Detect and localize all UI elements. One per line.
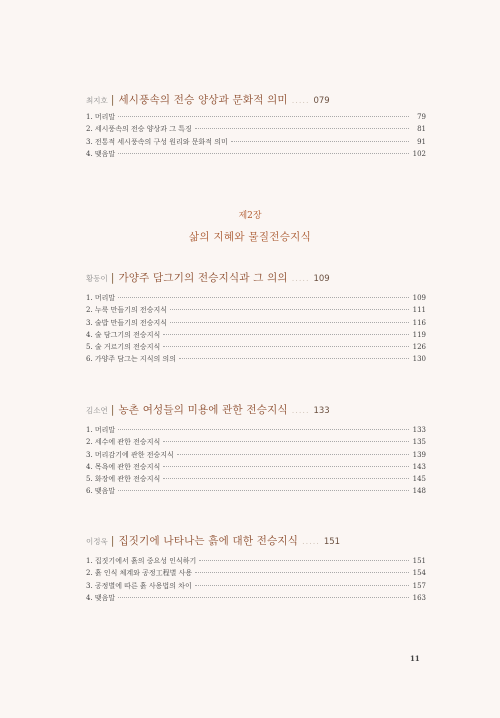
section-page: 111 xyxy=(412,306,426,315)
header-divider: | xyxy=(110,271,115,284)
dot-leader xyxy=(163,466,409,467)
section-list xyxy=(86,424,426,498)
article-author: 이정욱 xyxy=(86,537,108,546)
section-page: 148 xyxy=(412,487,426,496)
section-page: 163 xyxy=(412,593,426,602)
section-page: 81 xyxy=(417,125,426,134)
dot-leader xyxy=(163,334,409,335)
article-header xyxy=(86,92,426,107)
section-label: 6. 가양주 담그는 지식의 의의 xyxy=(86,355,176,364)
article-page: 079 xyxy=(313,96,330,106)
section-page: 139 xyxy=(412,450,426,459)
title-leader: ..... xyxy=(291,406,310,415)
section-page: 151 xyxy=(412,557,426,565)
dot-leader xyxy=(195,585,409,586)
article-title[interactable]: 농촌 여성들의 미용에 관한 전승지식 xyxy=(118,404,288,416)
dot-leader xyxy=(170,309,409,310)
section-label: 1. 집짓기에서 흙의 중요성 인식하기 xyxy=(86,557,197,565)
title-leader: ..... xyxy=(302,537,320,546)
dot-leader xyxy=(118,153,409,154)
section-label: 4. 맺음말 xyxy=(86,593,116,602)
section-label: 4. 목욕에 관한 전승지식 xyxy=(86,462,161,471)
section-page: 116 xyxy=(412,318,426,327)
section-page: 102 xyxy=(412,149,426,158)
section-label: 6. 맺음말 xyxy=(86,487,116,496)
article-author: 최지호 xyxy=(86,96,108,105)
section-row[interactable] xyxy=(86,317,426,329)
chapter-title: 삶의 지혜와 물질전승지식 xyxy=(188,231,312,243)
header-divider: | xyxy=(110,403,115,416)
section-page: 157 xyxy=(412,581,426,590)
section-list xyxy=(86,555,426,604)
section-row[interactable] xyxy=(86,436,426,448)
dot-leader xyxy=(163,478,409,479)
title-leader: ..... xyxy=(291,96,310,105)
section-label: 3. 전통적 세시풍속의 구성 원리와 문화적 의미 xyxy=(86,137,228,146)
article-entry xyxy=(86,270,426,364)
section-row[interactable] xyxy=(86,592,426,604)
section-page: 154 xyxy=(412,569,426,578)
header-divider: | xyxy=(110,93,115,106)
section-page: 130 xyxy=(412,355,426,364)
dot-leader xyxy=(118,429,409,430)
dot-leader xyxy=(118,297,409,298)
page-number: 11 xyxy=(410,654,420,663)
section-label: 2. 세수에 관한 전승지식 xyxy=(86,438,161,447)
section-page: 133 xyxy=(412,426,426,434)
section-row[interactable] xyxy=(86,461,426,473)
section-label: 2. 세시풍속의 전승 양상과 그 특징 xyxy=(86,125,192,134)
section-row[interactable] xyxy=(86,473,426,485)
article-title[interactable]: 집짓기에 나타나는 흙에 대한 전승지식 xyxy=(118,535,299,547)
section-label: 3. 술밥 만들기의 전승지식 xyxy=(86,318,167,327)
dot-leader xyxy=(195,128,409,129)
dot-leader xyxy=(118,490,409,491)
article-page: 133 xyxy=(313,406,330,416)
section-label: 5. 화장에 관한 전승지식 xyxy=(86,475,161,484)
section-page: 119 xyxy=(412,330,426,339)
section-row[interactable] xyxy=(86,555,426,567)
dot-leader xyxy=(179,358,409,359)
article-header xyxy=(86,533,426,548)
dot-leader xyxy=(199,560,409,561)
section-row[interactable] xyxy=(86,329,426,341)
section-label: 2. 누룩 만들기의 전승지식 xyxy=(86,306,167,315)
section-row[interactable] xyxy=(86,341,426,353)
section-page: 109 xyxy=(412,294,426,302)
section-page: 79 xyxy=(417,113,426,121)
section-row[interactable] xyxy=(86,580,426,592)
section-row[interactable] xyxy=(86,136,426,148)
article-entry xyxy=(86,533,426,602)
section-label: 2. 흙 인식 체계와 공정工程별 사용 xyxy=(86,569,193,578)
section-list xyxy=(86,111,426,160)
header-divider: | xyxy=(110,534,115,547)
article-title[interactable]: 세시풍속의 전승 양상과 문화적 의미 xyxy=(118,94,288,106)
article-title[interactable]: 가양주 담그기의 전승지식과 그 의의 xyxy=(118,272,288,284)
section-label: 3. 머리감기에 관한 전승지식 xyxy=(86,450,174,459)
section-page: 126 xyxy=(412,343,426,352)
title-leader: ..... xyxy=(291,274,310,283)
section-row[interactable] xyxy=(86,424,426,436)
section-label: 1. 머리말 xyxy=(86,426,116,434)
dot-leader xyxy=(170,322,409,323)
article-header xyxy=(86,270,426,285)
dot-leader xyxy=(177,454,409,455)
section-row[interactable] xyxy=(86,567,426,579)
section-label: 1. 머리말 xyxy=(86,113,116,121)
dot-leader xyxy=(231,141,409,142)
section-row[interactable] xyxy=(86,304,426,316)
section-page: 143 xyxy=(412,462,426,471)
section-page: 135 xyxy=(412,438,426,447)
chapter-label: 제2장 xyxy=(238,211,262,221)
article-author: 김소연 xyxy=(86,406,108,415)
section-row[interactable] xyxy=(86,292,426,304)
section-label: 1. 머리말 xyxy=(86,294,116,302)
dot-leader xyxy=(163,441,409,442)
article-page: 151 xyxy=(323,537,341,547)
section-row[interactable] xyxy=(86,123,426,135)
article-entry xyxy=(86,92,426,158)
section-row[interactable] xyxy=(86,111,426,123)
section-label: 3. 공정별에 따른 흙 사용법의 차이 xyxy=(86,581,192,590)
section-row[interactable] xyxy=(86,485,426,497)
article-page: 109 xyxy=(313,274,330,284)
section-row[interactable] xyxy=(86,353,426,365)
section-label: 5. 술 거르기의 전승지식 xyxy=(86,343,161,352)
section-page: 91 xyxy=(417,137,426,146)
dot-leader xyxy=(118,597,409,598)
dot-leader xyxy=(195,572,409,573)
article-header xyxy=(86,402,426,417)
section-label: 4. 술 담그기의 전승지식 xyxy=(86,330,161,339)
article-entry xyxy=(86,402,426,496)
article-author: 황동이 xyxy=(86,274,108,283)
dot-leader xyxy=(118,116,409,117)
section-row[interactable] xyxy=(86,449,426,461)
dot-leader xyxy=(163,346,409,347)
section-row[interactable] xyxy=(86,148,426,160)
section-list xyxy=(86,292,426,366)
section-page: 145 xyxy=(412,475,426,484)
section-label: 4. 맺음말 xyxy=(86,149,116,158)
